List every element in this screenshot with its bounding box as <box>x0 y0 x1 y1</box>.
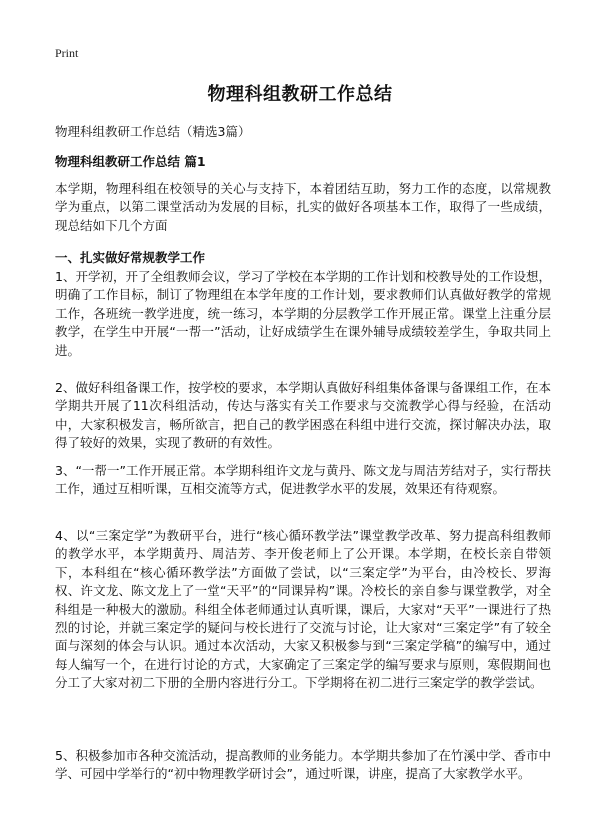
intro-paragraph: 本学期，物理科组在校领导的关心与支持下，本着团结互助，努力工作的态度，以常规教学为重点，以第二课堂活动为发展的目标，扎实的做好各项基本工作，取得了一些成绩，现总结如下几个方面 <box>55 181 551 233</box>
paragraph-3: 3、“一帮一”工作开展正常。本学期科组许文龙与黄丹、陈文龙与周洁芳结对子，实行帮扶工作，通过互相听课，互相交流等方式，促进教学水平的发展，效果还有待观察。 <box>55 463 551 497</box>
document-subtitle: 物理科组教研工作总结（精选3篇） <box>55 124 251 139</box>
part-heading: 一、扎实做好常规教学工作 <box>55 250 206 265</box>
paragraph-4: 4、以“三案定学”为教研平台，进行“核心循环教学法”课堂教学改革、努力提高科组教师的教学水平，本学期黄丹、周洁芳、李开俊老师上了公开课。本学期，在校长亲自带领下，本科组在“核心循环教学法”方面做了尝试，以“三案定学”为平台，由冷校长、罗海权、许文龙、陈文龙上了一堂“天平”的“同课异构”课。冷校长的亲自参与课堂教学，对全科组是一种极大的激励。科组全体老师通过认真听课，课后，大家对“天平”一课进行了热烈的讨论，并就三案定学的疑问与校长进行了交流与讨论，让大家对“三案定学”有了较全面与深刻的体会与认识。通过本次活动，大家又积极参与到“三案定学稿”的编写中，通过每人编写一个，在进行讨论的方式，大家确定了三案定学的编写要求与原则，寒假期间也分工了大家对初二下册的全册内容进行分工。下学期将在初二进行三案定学的教学尝试。 <box>55 528 551 691</box>
document-title: 物理科组教研工作总结 <box>207 84 393 105</box>
paragraph-1: 1、开学初，开了全组教师会议，学习了学校在本学期的工作计划和校教导处的工作设想，明确了工作目标，制订了物理组在本学年度的工作计划，要求教师们认真做好教学的常规工作，各班统一教学进度，统一练习，本学期的分层教学工作开展正常。课堂上注重分层教学，在学生中开展“一帮一”活动，让好成绩学生在课外辅导成绩较差学生，争取共同上进。 <box>55 269 551 358</box>
section-heading: 物理科组教研工作总结 篇1 <box>55 154 206 169</box>
print-link[interactable]: Print <box>55 46 79 60</box>
paragraph-2: 2、做好科组备课工作，按学校的要求，本学期认真做好科组集体备课与备课组工作，在本学期共开展了11次科组活动，传达与落实有关工作要求与交流教学心得与经验，在活动中，大家积极发言，畅所欲言，把自己的教学困惑在科组中进行交流，探讨解决办法，取得了较好的效果，实现了教研的有效性。 <box>55 380 551 451</box>
paragraph-5: 5、积极参加市各种交流活动，提高教师的业务能力。本学期共参加了在竹溪中学、香市中学、可园中学举行的“初中物理教学研讨会”，通过听课，讲座，提高了大家教学水平。 <box>55 748 551 782</box>
